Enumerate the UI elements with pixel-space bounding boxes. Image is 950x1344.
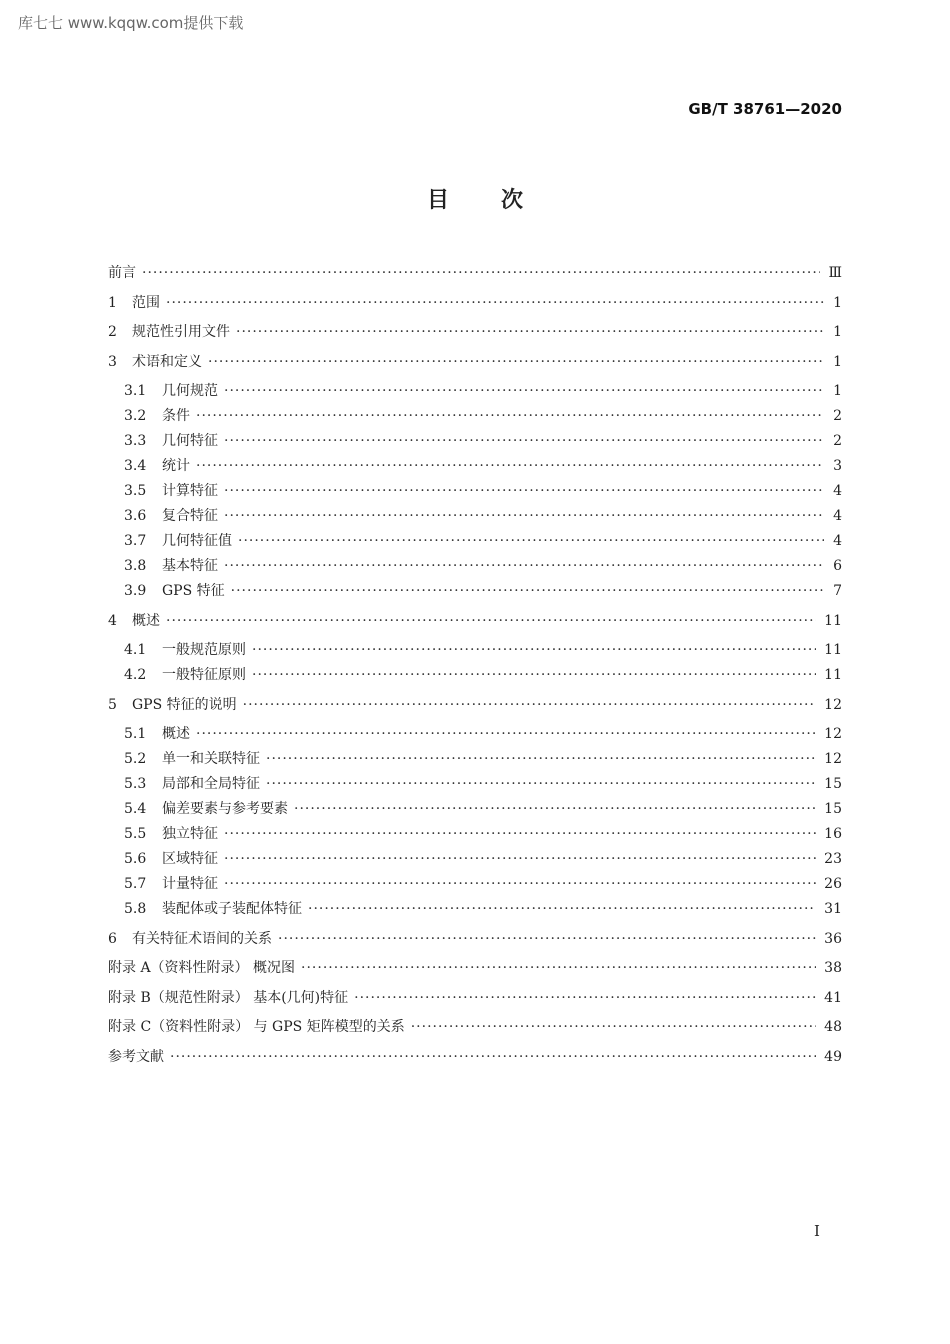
toc-entry[interactable] <box>108 639 842 659</box>
toc-leader-dots <box>294 801 816 817</box>
toc-entry-label: 附录 C（资料性附录） 与 GPS 矩阵模型的关系 <box>108 1019 405 1035</box>
toc-entry[interactable] <box>108 555 842 575</box>
toc-entry-label: 局部和全局特征 <box>162 776 260 792</box>
toc-entry-page: 41 <box>824 990 842 1006</box>
toc-entry-page: 11 <box>824 667 842 683</box>
toc-entry-page: 31 <box>824 901 842 917</box>
toc-entry-label: 概述 <box>162 726 190 742</box>
page-number: I <box>814 1222 820 1240</box>
watermark-text: 库七七 www.kqqw.com提供下载 <box>18 14 244 32</box>
toc-entry-page: 23 <box>824 851 842 867</box>
toc-entry-page: 1 <box>833 324 842 340</box>
toc-leader-dots <box>301 960 816 976</box>
toc-entry-page: 26 <box>824 876 842 892</box>
toc-entry[interactable] <box>108 262 842 282</box>
toc-entry-number: 3.7 <box>124 533 147 549</box>
toc-leader-dots <box>224 876 816 892</box>
toc-entry-number: 5.6 <box>124 851 147 867</box>
toc-entry-label: 装配体或子装配体特征 <box>162 901 302 917</box>
standard-code: GB/T 38761—2020 <box>688 100 842 118</box>
toc-entry[interactable] <box>108 610 842 630</box>
toc-entry-page: 15 <box>824 801 842 817</box>
toc-leader-dots <box>166 295 824 311</box>
toc-leader-dots <box>142 265 820 281</box>
toc-entry[interactable] <box>108 292 842 312</box>
toc-entry-label: 复合特征 <box>162 508 218 524</box>
toc-entry-page: 16 <box>824 826 842 842</box>
toc-entry[interactable] <box>108 798 842 818</box>
toc-entry-number: 5.5 <box>124 826 147 842</box>
toc-leader-dots <box>236 324 824 340</box>
toc-leader-dots <box>224 826 816 842</box>
toc-entry[interactable] <box>108 455 842 475</box>
toc-entry-label: 统计 <box>162 458 190 474</box>
toc-entry-number: 5.1 <box>124 726 147 742</box>
toc-entry-number: 3.4 <box>124 458 147 474</box>
toc-leader-dots <box>196 726 816 742</box>
toc-leader-dots <box>252 667 816 683</box>
toc-entry-page: 7 <box>833 583 842 599</box>
toc-entry-label: 区域特征 <box>162 851 218 867</box>
toc-entry[interactable] <box>108 1046 842 1066</box>
toc-entry[interactable] <box>108 848 842 868</box>
toc-leader-dots <box>238 533 824 549</box>
toc-entry-label: 计算特征 <box>162 483 218 499</box>
toc-entry-label: GPS 特征的说明 <box>132 697 237 713</box>
toc-entry-label: 计量特征 <box>162 876 218 892</box>
toc-entry[interactable] <box>108 405 842 425</box>
toc-leader-dots <box>224 483 824 499</box>
toc-entry-number: 5.4 <box>124 801 147 817</box>
toc-entry[interactable] <box>108 480 842 500</box>
toc-leader-dots <box>196 458 824 474</box>
toc-entry-page: 1 <box>833 383 842 399</box>
toc-entry-page: 1 <box>833 354 842 370</box>
toc-entry[interactable] <box>108 873 842 893</box>
toc-entry[interactable] <box>108 773 842 793</box>
toc-leader-dots <box>224 558 824 574</box>
toc-leader-dots <box>243 697 817 713</box>
toc-leader-dots <box>166 613 816 629</box>
toc-entry-number: 3.3 <box>124 433 147 449</box>
toc-entry-page: 2 <box>833 408 842 424</box>
toc-entry[interactable] <box>108 664 842 684</box>
toc-entry-page: 38 <box>824 960 842 976</box>
toc-leader-dots <box>252 642 816 658</box>
toc-entry-number: 3.6 <box>124 508 147 524</box>
toc-entry-number: 5.3 <box>124 776 147 792</box>
toc-leader-dots <box>224 383 824 399</box>
toc-entry[interactable] <box>108 321 842 341</box>
toc-entry-label: 条件 <box>162 408 190 424</box>
toc-entry-page: 15 <box>824 776 842 792</box>
toc-entry[interactable] <box>108 505 842 525</box>
toc-entry-label: 几何特征值 <box>162 533 232 549</box>
toc-entry-number: 1 <box>108 295 117 311</box>
toc-entry-label: 几何规范 <box>162 383 218 399</box>
toc-entry-label: 概述 <box>132 613 160 629</box>
toc-entry-number: 3.8 <box>124 558 147 574</box>
toc-entry-page: 11 <box>824 613 842 629</box>
toc-entry-number: 3 <box>108 354 117 370</box>
toc-leader-dots <box>278 931 816 947</box>
toc-leader-dots <box>170 1049 816 1065</box>
toc-entry-page: 2 <box>833 433 842 449</box>
toc-entry-label: 范围 <box>132 295 160 311</box>
toc-entry[interactable] <box>108 694 842 714</box>
toc-leader-dots <box>308 901 816 917</box>
toc-entry-page: 12 <box>824 751 842 767</box>
toc-entry-label: 规范性引用文件 <box>132 324 230 340</box>
toc-entry-label: 参考文献 <box>108 1049 164 1065</box>
toc-entry-page: 11 <box>824 642 842 658</box>
toc-entry-page: 36 <box>824 931 842 947</box>
toc-entry-label: 术语和定义 <box>132 354 202 370</box>
toc-leader-dots <box>411 1019 816 1035</box>
toc-entry-page: 6 <box>833 558 842 574</box>
toc-entry[interactable] <box>108 748 842 768</box>
toc-entry-page: 49 <box>824 1049 842 1065</box>
toc-leader-dots <box>196 408 824 424</box>
toc-entry-label: 有关特征术语间的关系 <box>132 931 272 947</box>
toc-entry[interactable] <box>108 987 842 1007</box>
toc-entry[interactable] <box>108 823 842 843</box>
toc-entry[interactable] <box>108 898 842 918</box>
toc-entry-label: 附录 A（资料性附录） 概况图 <box>108 960 296 976</box>
toc-entry-page: 1 <box>833 295 842 311</box>
toc-entry-label: 一般特征原则 <box>162 667 246 683</box>
toc-entry[interactable] <box>108 723 842 743</box>
toc-entry-page: 12 <box>824 697 842 713</box>
toc-entry-number: 3.5 <box>124 483 147 499</box>
toc-entry-number: 5 <box>108 697 117 713</box>
toc-entry-number: 3.2 <box>124 408 147 424</box>
toc-leader-dots <box>208 354 824 370</box>
toc-leader-dots <box>266 776 816 792</box>
toc-entry-number: 5.7 <box>124 876 147 892</box>
toc-entry-number: 4.1 <box>124 642 147 658</box>
toc-entry-label: 独立特征 <box>162 826 218 842</box>
toc-entry-page: 4 <box>833 533 842 549</box>
toc-entry-page: 3 <box>833 458 842 474</box>
toc-entry-page: 12 <box>824 726 842 742</box>
page-title: 目次 <box>426 188 575 213</box>
toc-entry-label: 一般规范原则 <box>162 642 246 658</box>
toc-entry[interactable] <box>108 351 842 371</box>
toc-entry-label: 单一和关联特征 <box>162 751 260 767</box>
toc-entry[interactable] <box>108 1016 842 1036</box>
toc-entry-number: 5.2 <box>124 751 147 767</box>
toc-entry-number: 4.2 <box>124 667 147 683</box>
toc-entry-label: 几何特征 <box>162 433 218 449</box>
toc-entry-label: GPS 特征 <box>162 583 225 599</box>
toc-entry-page: 4 <box>833 508 842 524</box>
toc-entry-label: 附录 B（规范性附录） 基本(几何)特征 <box>108 990 349 1006</box>
toc-entry-page: 4 <box>833 483 842 499</box>
toc-entry[interactable] <box>108 380 842 400</box>
toc-leader-dots <box>266 751 816 767</box>
toc-entry-label: 偏差要素与参考要素 <box>162 801 288 817</box>
toc-entry-page: 48 <box>824 1019 842 1035</box>
toc-entry[interactable] <box>108 530 842 550</box>
toc-leader-dots <box>231 583 824 599</box>
toc-entry-number: 3.1 <box>124 383 147 399</box>
toc-entry-number: 4 <box>108 613 117 629</box>
toc-leader-dots <box>224 851 816 867</box>
toc-entry-number: 2 <box>108 324 117 340</box>
toc-entry-number: 6 <box>108 931 117 947</box>
toc-leader-dots <box>354 990 816 1006</box>
toc-leader-dots <box>224 508 824 524</box>
toc-entry[interactable] <box>108 928 842 948</box>
toc-entry[interactable] <box>108 580 842 600</box>
toc-entry-label: 前言 <box>108 265 136 281</box>
toc-entry[interactable] <box>108 430 842 450</box>
toc-entry-number: 3.9 <box>124 583 147 599</box>
toc-entry-page: Ⅲ <box>828 265 842 281</box>
toc-entry[interactable] <box>108 957 842 977</box>
toc-entry-label: 基本特征 <box>162 558 218 574</box>
toc-entry-number: 5.8 <box>124 901 147 917</box>
toc-leader-dots <box>224 433 824 449</box>
